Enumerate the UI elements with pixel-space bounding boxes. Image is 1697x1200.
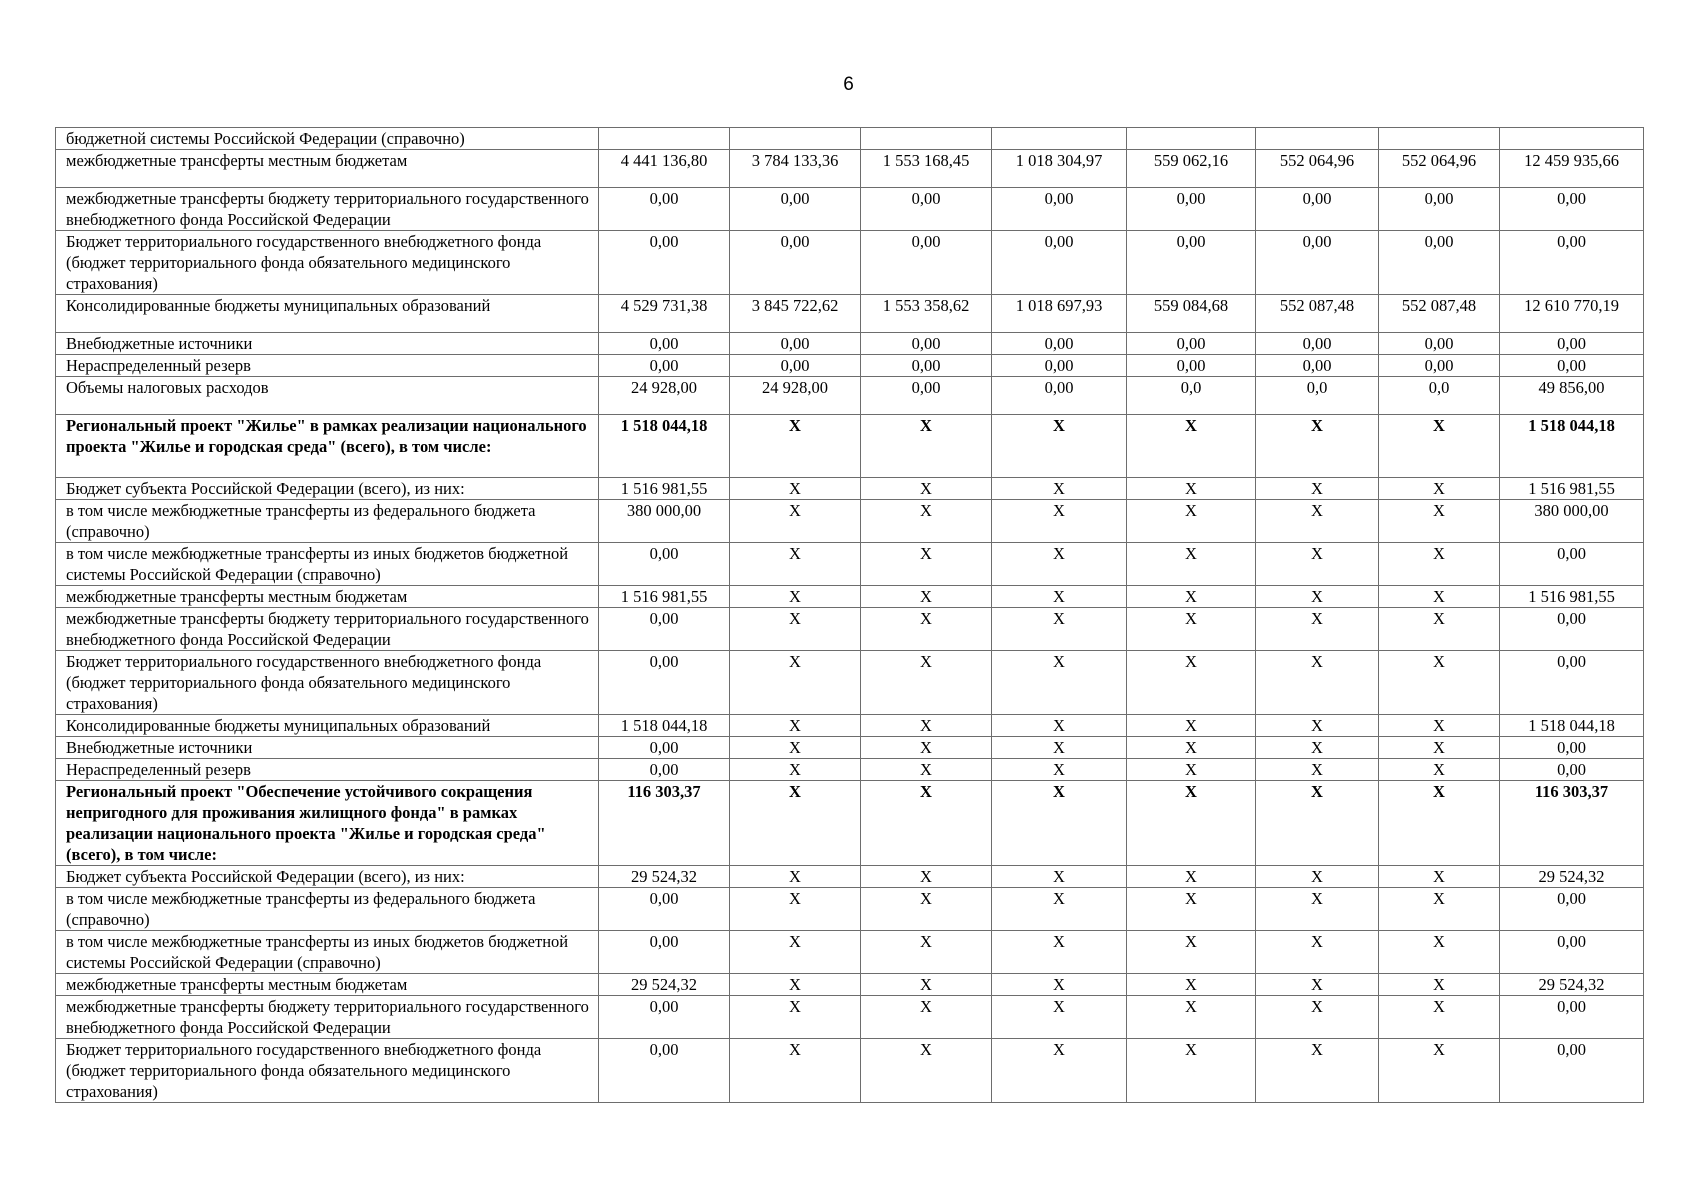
value-cell: X: [1379, 586, 1500, 608]
value-cell: 0,00: [599, 1039, 730, 1103]
value-cell: X: [730, 888, 861, 931]
value-cell: X: [1379, 888, 1500, 931]
value-cell: X: [992, 974, 1127, 996]
value-cell: 0,00: [730, 231, 861, 295]
value-cell: 0,00: [599, 737, 730, 759]
value-cell: X: [992, 415, 1127, 478]
value-cell: X: [992, 478, 1127, 500]
value-cell: X: [730, 715, 861, 737]
value-cell: X: [992, 759, 1127, 781]
value-cell: 0,00: [599, 931, 730, 974]
value-cell: 49 856,00: [1500, 377, 1644, 415]
value-cell: 1 553 168,45: [861, 150, 992, 188]
value-cell: 0,00: [599, 543, 730, 586]
value-cell: 3 845 722,62: [730, 295, 861, 333]
value-cell: 1 518 044,18: [599, 415, 730, 478]
value-cell: 1 553 358,62: [861, 295, 992, 333]
row-label: межбюджетные трансферты бюджету территориального государственного внебюджетного фонда Российской Федерации: [56, 188, 599, 231]
table-row: [56, 415, 1644, 478]
value-cell: X: [1256, 586, 1379, 608]
row-label: Бюджет субъекта Российской Федерации (всего), из них:: [56, 478, 599, 500]
value-cell: X: [1256, 866, 1379, 888]
value-cell: X: [1379, 715, 1500, 737]
value-cell: 0,00: [1500, 651, 1644, 715]
value-cell: X: [861, 1039, 992, 1103]
row-label: Внебюджетные источники: [56, 737, 599, 759]
value-cell: 12 610 770,19: [1500, 295, 1644, 333]
value-cell: [1379, 128, 1500, 150]
value-cell: X: [1256, 415, 1379, 478]
value-cell: 0,00: [599, 231, 730, 295]
value-cell: [1256, 128, 1379, 150]
table-row: [56, 478, 1644, 500]
value-cell: X: [730, 478, 861, 500]
value-cell: X: [1127, 866, 1256, 888]
value-cell: X: [1379, 974, 1500, 996]
table-row: [56, 231, 1644, 295]
value-cell: 0,00: [1500, 231, 1644, 295]
table-row: [56, 128, 1644, 150]
value-cell: X: [861, 715, 992, 737]
value-cell: 0,00: [599, 608, 730, 651]
value-cell: X: [1127, 543, 1256, 586]
row-label: Бюджет территориального государственного внебюджетного фонда (бюджет территориального фонда обязательного медицинского страхования): [56, 1039, 599, 1103]
value-cell: 1 518 044,18: [599, 715, 730, 737]
value-cell: 0,00: [861, 333, 992, 355]
value-cell: 1 518 044,18: [1500, 715, 1644, 737]
page-number: 6: [843, 74, 854, 95]
value-cell: X: [861, 931, 992, 974]
table-row: [56, 295, 1644, 333]
value-cell: X: [861, 759, 992, 781]
value-cell: X: [1379, 500, 1500, 543]
value-cell: 0,00: [1500, 1039, 1644, 1103]
value-cell: X: [1379, 996, 1500, 1039]
row-label: Консолидированные бюджеты муниципальных образований: [56, 295, 599, 333]
value-cell: X: [1379, 1039, 1500, 1103]
value-cell: X: [1379, 737, 1500, 759]
value-cell: 0,00: [1500, 333, 1644, 355]
value-cell: X: [1127, 715, 1256, 737]
value-cell: 4 441 136,80: [599, 150, 730, 188]
value-cell: X: [730, 737, 861, 759]
value-cell: 380 000,00: [599, 500, 730, 543]
table-row: [56, 759, 1644, 781]
value-cell: X: [1256, 888, 1379, 931]
value-cell: X: [1379, 608, 1500, 651]
value-cell: 0,00: [1379, 333, 1500, 355]
value-cell: [730, 128, 861, 150]
value-cell: X: [1127, 500, 1256, 543]
value-cell: [992, 128, 1127, 150]
value-cell: X: [1379, 543, 1500, 586]
value-cell: X: [1256, 478, 1379, 500]
value-cell: 0,00: [1256, 231, 1379, 295]
table-row: [56, 737, 1644, 759]
row-label: в том числе межбюджетные трансферты из федерального бюджета (справочно): [56, 888, 599, 931]
value-cell: 24 928,00: [599, 377, 730, 415]
value-cell: X: [730, 543, 861, 586]
value-cell: X: [861, 737, 992, 759]
value-cell: [599, 128, 730, 150]
value-cell: 24 928,00: [730, 377, 861, 415]
value-cell: 4 529 731,38: [599, 295, 730, 333]
value-cell: X: [1127, 974, 1256, 996]
value-cell: 1 516 981,55: [599, 586, 730, 608]
value-cell: X: [730, 759, 861, 781]
value-cell: X: [730, 974, 861, 996]
value-cell: X: [1379, 415, 1500, 478]
value-cell: 29 524,32: [1500, 866, 1644, 888]
value-cell: 0,00: [1500, 759, 1644, 781]
value-cell: X: [992, 866, 1127, 888]
value-cell: 0,00: [1500, 543, 1644, 586]
value-cell: X: [861, 586, 992, 608]
value-cell: X: [861, 608, 992, 651]
value-cell: 29 524,32: [599, 866, 730, 888]
value-cell: X: [1127, 781, 1256, 866]
value-cell: X: [1127, 996, 1256, 1039]
value-cell: 0,00: [992, 355, 1127, 377]
value-cell: 552 087,48: [1379, 295, 1500, 333]
value-cell: X: [1127, 478, 1256, 500]
value-cell: X: [1256, 543, 1379, 586]
value-cell: [1127, 128, 1256, 150]
value-cell: 1 018 697,93: [992, 295, 1127, 333]
value-cell: X: [730, 996, 861, 1039]
value-cell: 552 087,48: [1256, 295, 1379, 333]
budget-table-body: [56, 128, 1644, 1103]
value-cell: X: [861, 478, 992, 500]
value-cell: 29 524,32: [599, 974, 730, 996]
value-cell: 0,0: [1379, 377, 1500, 415]
row-label: Бюджет территориального государственного внебюджетного фонда (бюджет территориального фонда обязательного медицинского страхования): [56, 651, 599, 715]
value-cell: X: [1379, 866, 1500, 888]
value-cell: 1 516 981,55: [599, 478, 730, 500]
value-cell: X: [992, 931, 1127, 974]
value-cell: 0,0: [1256, 377, 1379, 415]
value-cell: 559 084,68: [1127, 295, 1256, 333]
value-cell: X: [861, 543, 992, 586]
value-cell: 0,00: [599, 333, 730, 355]
value-cell: 0,00: [1256, 188, 1379, 231]
value-cell: X: [861, 866, 992, 888]
row-label: Бюджет субъекта Российской Федерации (всего), из них:: [56, 866, 599, 888]
value-cell: X: [992, 996, 1127, 1039]
table-row: [56, 931, 1644, 974]
table-row: [56, 781, 1644, 866]
table-row: [56, 377, 1644, 415]
row-label: Внебюджетные источники: [56, 333, 599, 355]
table-row: [56, 974, 1644, 996]
value-cell: X: [730, 651, 861, 715]
table-row: [56, 651, 1644, 715]
value-cell: X: [1127, 759, 1256, 781]
value-cell: 0,00: [1256, 333, 1379, 355]
value-cell: X: [992, 586, 1127, 608]
value-cell: 0,00: [861, 188, 992, 231]
value-cell: 0,00: [1379, 355, 1500, 377]
value-cell: 0,00: [730, 333, 861, 355]
value-cell: X: [1127, 1039, 1256, 1103]
value-cell: 0,00: [599, 651, 730, 715]
value-cell: 552 064,96: [1256, 150, 1379, 188]
value-cell: [861, 128, 992, 150]
row-label: в том числе межбюджетные трансферты из иных бюджетов бюджетной системы Российской Федерации (справочно): [56, 931, 599, 974]
value-cell: 380 000,00: [1500, 500, 1644, 543]
table-row: [56, 333, 1644, 355]
value-cell: X: [1256, 737, 1379, 759]
table-row: [56, 355, 1644, 377]
row-label: межбюджетные трансферты бюджету территориального государственного внебюджетного фонда Российской Федерации: [56, 996, 599, 1039]
value-cell: X: [1256, 781, 1379, 866]
value-cell: X: [992, 715, 1127, 737]
table-row: [56, 586, 1644, 608]
table-row: [56, 888, 1644, 931]
value-cell: X: [992, 500, 1127, 543]
value-cell: X: [730, 1039, 861, 1103]
value-cell: X: [1256, 500, 1379, 543]
value-cell: 0,00: [1127, 231, 1256, 295]
value-cell: 0,00: [1500, 737, 1644, 759]
value-cell: 0,00: [1500, 888, 1644, 931]
row-label: Региональный проект "Жилье" в рамках реализации национального проекта "Жилье и городская среда" (всего), в том числе:: [56, 415, 599, 478]
table-row: [56, 996, 1644, 1039]
value-cell: 0,00: [861, 355, 992, 377]
value-cell: 0,00: [1379, 188, 1500, 231]
table-row: [56, 150, 1644, 188]
value-cell: X: [730, 866, 861, 888]
value-cell: X: [1127, 651, 1256, 715]
value-cell: X: [1379, 478, 1500, 500]
value-cell: 1 516 981,55: [1500, 478, 1644, 500]
value-cell: X: [1127, 608, 1256, 651]
value-cell: 0,00: [1127, 355, 1256, 377]
value-cell: X: [1256, 974, 1379, 996]
value-cell: 0,00: [861, 231, 992, 295]
value-cell: X: [861, 974, 992, 996]
row-label: Нераспределенный резерв: [56, 759, 599, 781]
value-cell: 0,00: [730, 355, 861, 377]
value-cell: 3 784 133,36: [730, 150, 861, 188]
value-cell: 0,00: [599, 355, 730, 377]
table-row: [56, 1039, 1644, 1103]
value-cell: 0,00: [1127, 188, 1256, 231]
value-cell: 0,00: [1500, 931, 1644, 974]
value-cell: 116 303,37: [1500, 781, 1644, 866]
row-label: в том числе межбюджетные трансферты из иных бюджетов бюджетной системы Российской Федерации (справочно): [56, 543, 599, 586]
row-label: межбюджетные трансферты местным бюджетам: [56, 586, 599, 608]
value-cell: X: [730, 781, 861, 866]
value-cell: X: [992, 888, 1127, 931]
value-cell: X: [1256, 931, 1379, 974]
value-cell: 12 459 935,66: [1500, 150, 1644, 188]
table-row: [56, 866, 1644, 888]
value-cell: 0,00: [1500, 355, 1644, 377]
value-cell: X: [1256, 1039, 1379, 1103]
value-cell: X: [1127, 888, 1256, 931]
row-label: в том числе межбюджетные трансферты из федерального бюджета (справочно): [56, 500, 599, 543]
value-cell: 0,00: [599, 759, 730, 781]
value-cell: 0,00: [730, 188, 861, 231]
value-cell: X: [1256, 759, 1379, 781]
value-cell: X: [1256, 996, 1379, 1039]
value-cell: X: [992, 737, 1127, 759]
table-row: [56, 188, 1644, 231]
value-cell: 0,00: [1379, 231, 1500, 295]
value-cell: X: [992, 1039, 1127, 1103]
value-cell: 559 062,16: [1127, 150, 1256, 188]
value-cell: 1 018 304,97: [992, 150, 1127, 188]
value-cell: 0,00: [861, 377, 992, 415]
value-cell: 116 303,37: [599, 781, 730, 866]
value-cell: 0,00: [1256, 355, 1379, 377]
value-cell: X: [1256, 608, 1379, 651]
row-label: Региональный проект "Обеспечение устойчивого сокращения непригодного для проживания жилищного фонда" в рамках реализации национального проекта "Жилье и городская среда" (всего), в том числе:: [56, 781, 599, 866]
value-cell: X: [861, 500, 992, 543]
value-cell: X: [861, 888, 992, 931]
row-label: межбюджетные трансферты местным бюджетам: [56, 974, 599, 996]
value-cell: 0,00: [1127, 333, 1256, 355]
row-label: межбюджетные трансферты бюджету территориального государственного внебюджетного фонда Российской Федерации: [56, 608, 599, 651]
value-cell: X: [1256, 715, 1379, 737]
value-cell: X: [861, 781, 992, 866]
table-row: [56, 500, 1644, 543]
value-cell: 0,00: [992, 377, 1127, 415]
value-cell: X: [1127, 737, 1256, 759]
value-cell: 0,00: [599, 188, 730, 231]
value-cell: X: [992, 651, 1127, 715]
value-cell: X: [1127, 415, 1256, 478]
value-cell: 0,00: [599, 996, 730, 1039]
value-cell: 29 524,32: [1500, 974, 1644, 996]
value-cell: X: [1379, 759, 1500, 781]
value-cell: X: [730, 500, 861, 543]
value-cell: X: [992, 781, 1127, 866]
value-cell: 0,00: [599, 888, 730, 931]
row-label: Объемы налоговых расходов: [56, 377, 599, 415]
value-cell: X: [1127, 931, 1256, 974]
budget-table: [55, 127, 1644, 1103]
value-cell: X: [1256, 651, 1379, 715]
table-row: [56, 715, 1644, 737]
value-cell: X: [730, 608, 861, 651]
value-cell: [1500, 128, 1644, 150]
value-cell: X: [730, 586, 861, 608]
row-label: Нераспределенный резерв: [56, 355, 599, 377]
value-cell: X: [1127, 586, 1256, 608]
table-row: [56, 608, 1644, 651]
value-cell: 0,00: [1500, 608, 1644, 651]
row-label: бюджетной системы Российской Федерации (справочно): [56, 128, 599, 150]
value-cell: X: [861, 996, 992, 1039]
value-cell: X: [1379, 931, 1500, 974]
value-cell: 0,00: [1500, 188, 1644, 231]
value-cell: 0,00: [1500, 996, 1644, 1039]
value-cell: X: [1379, 651, 1500, 715]
value-cell: 1 516 981,55: [1500, 586, 1644, 608]
value-cell: X: [992, 543, 1127, 586]
value-cell: 0,00: [992, 333, 1127, 355]
row-label: межбюджетные трансферты местным бюджетам: [56, 150, 599, 188]
value-cell: X: [861, 651, 992, 715]
value-cell: X: [992, 608, 1127, 651]
value-cell: X: [730, 931, 861, 974]
value-cell: X: [1379, 781, 1500, 866]
value-cell: 0,0: [1127, 377, 1256, 415]
value-cell: 0,00: [992, 231, 1127, 295]
row-label: Консолидированные бюджеты муниципальных образований: [56, 715, 599, 737]
value-cell: 1 518 044,18: [1500, 415, 1644, 478]
table-row: [56, 543, 1644, 586]
value-cell: X: [730, 415, 861, 478]
value-cell: 0,00: [992, 188, 1127, 231]
value-cell: 552 064,96: [1379, 150, 1500, 188]
value-cell: X: [861, 415, 992, 478]
row-label: Бюджет территориального государственного внебюджетного фонда (бюджет территориального фонда обязательного медицинского страхования): [56, 231, 599, 295]
